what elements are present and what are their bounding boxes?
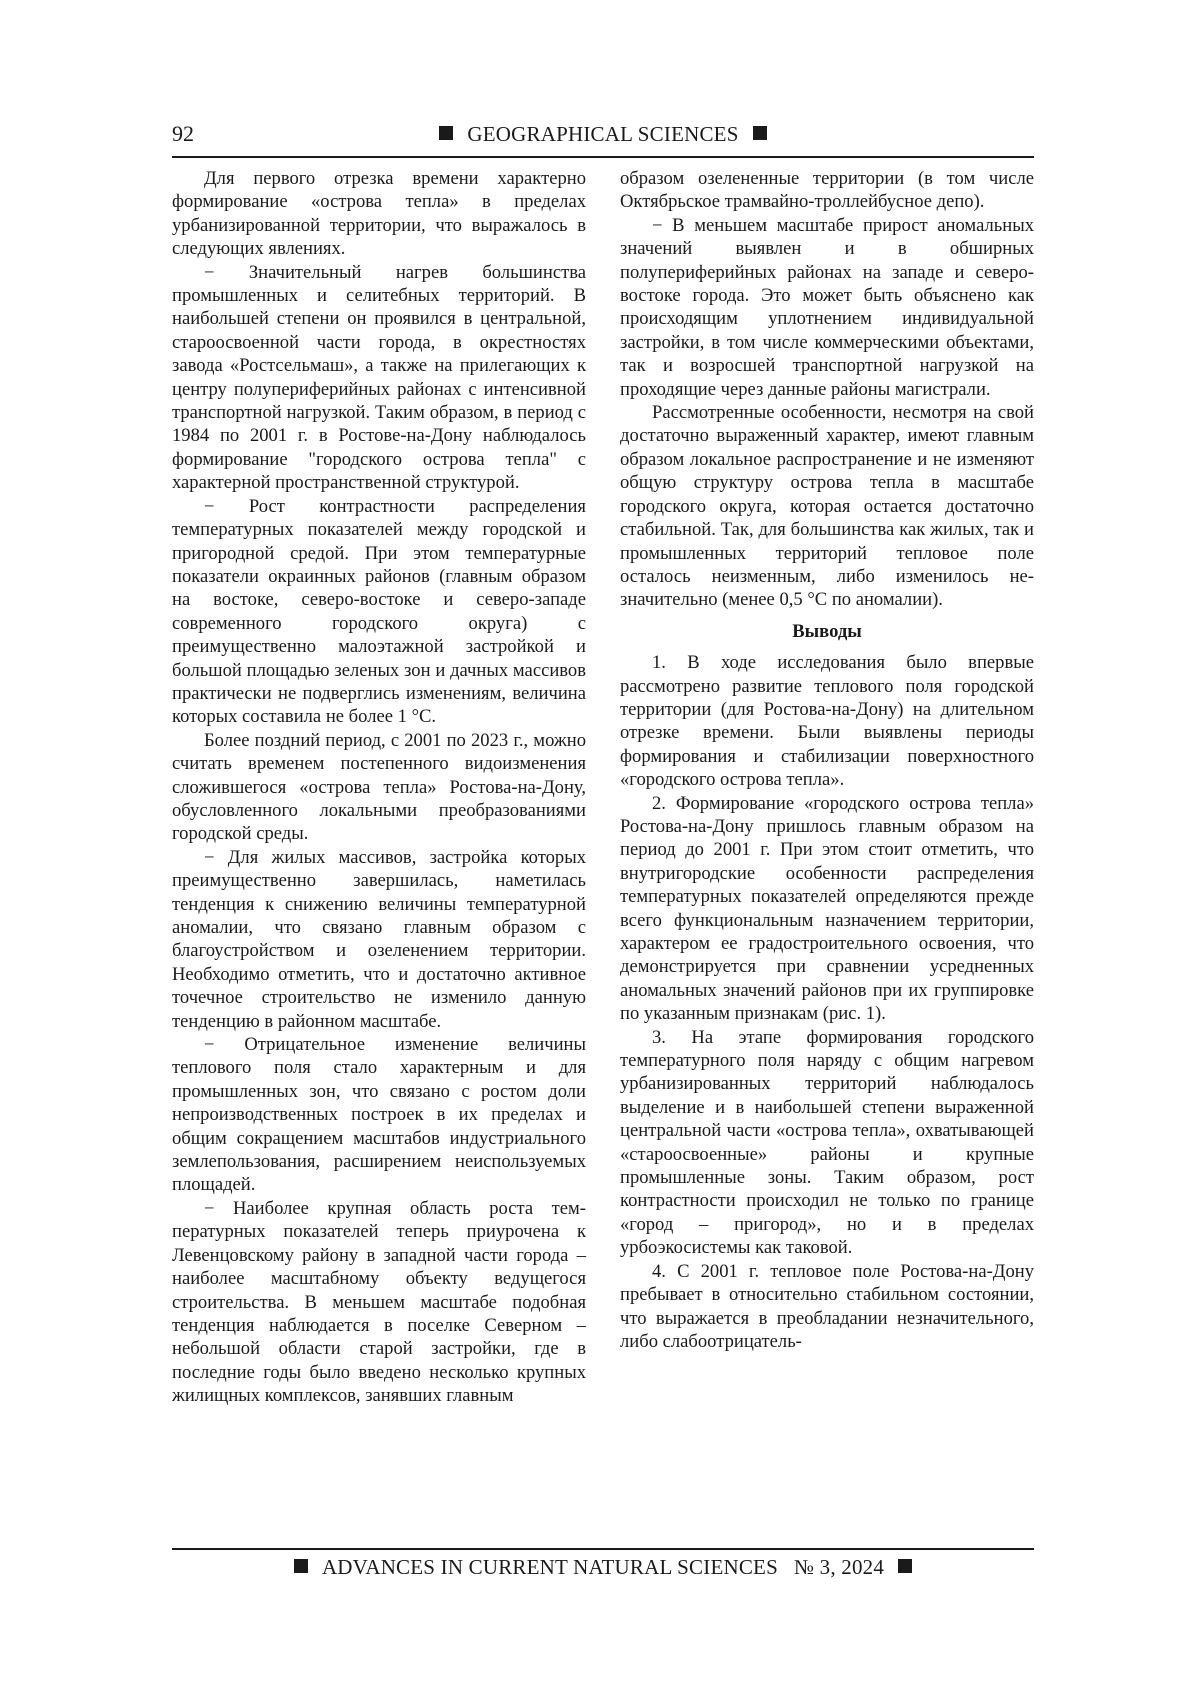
running-footer — [172, 1553, 1034, 1581]
square-bullet-icon — [439, 126, 453, 140]
left-column — [172, 167, 586, 1408]
list-item: − Наиболее крупная область роста температурных показателей теперь приурочена к Левенцовскому району в западной части города – наиболее масштабному объекту ведущегося строительства. В меньшем масштабе подобная тенденция наблюдается в поселке Северном – небольшой области старой застройки, где в последние годы было введено несколько крупных жилищных комплексов, занявших главным — [172, 1197, 586, 1407]
list-item: − Рост контрастности распределения температурных показателей между городской и пригородной средой. При этом температурные показатели окраинных районов (главным образом на востоке, северо-востоке и северо-западе современного городского округа) с преимущественно малоэтажной застройкой и большой площадью зеленых зон и дачных массивов практически не подверглись изменениям, величина которых составила не более 1 °С. — [172, 495, 586, 728]
list-item: − Значительный нагрев большинства промышленных и селитебных территорий. В наибольшей степени он проявился в центральной, староосвоенной части города, в окрестностях завода «Ростсельмаш», а также на прилегающих к центру полупериферийных районах с интенсивной транспортной нагрузкой. Таким образом, в период с 1984 по 2001 г. в Ростове-на-Дону наблюдалось формирование "городского острова тепла" с характерной пространственной структурой. — [172, 261, 586, 494]
issue-number: № 3, 2024 — [793, 1555, 885, 1579]
square-bullet-icon — [294, 1559, 308, 1573]
journal-name: ADVANCES IN CURRENT NATURAL SCIENCES — [321, 1555, 778, 1579]
conclusion-item: 2. Формирование «городского острова тепла» Ростова-на-Дону пришлось главным образом на период до 2001 г. При этом стоит отметить, что внутригородские особенности распределения температурных показателей определяются прежде всего функциональным назначением территории, характером ее градостроительного освоения, что демонстрируется при сравнении усредненных аномальных значений районов при их группировке по указанным признакам (рис. 1). — [620, 792, 1034, 1025]
paragraph: Рассмотренные особенности, несмотря на свой достаточно выраженный характер, имеют главным образом локальное распространение и не изменяют общую структуру острова тепла в масштабе городского округа, которая остается достаточно стабильной. Так, для большинства как жилых, так и промышленных территорий тепловое поле осталось неизменным, либо изменилось незначительно (менее 0,5 °С по аномалии). — [620, 402, 1034, 611]
section-heading: Выводы — [792, 620, 862, 642]
section-title-text: GEOGRAPHICAL SCIENCES — [467, 122, 739, 146]
page-number: 92 — [172, 121, 194, 146]
paragraph: образом озелененные территории (в том числе Октябрьское трамвайно-троллейбусное депо). — [620, 168, 1034, 213]
square-bullet-icon — [898, 1559, 912, 1573]
paragraph: Для первого отрезка времени характерно формирование «острова тепла» в пределах урбанизированной территории, что выражалось в следующих явлениях. — [172, 168, 586, 260]
conclusion-item: 1. В ходе исследования было впервые рассмотрено развитие теплового поля городской территории (для Ростова-на-Дону) на длительном отрезке времени. Были выявлены периоды формирования и стабилизации поверхностного «городского острова тепла». — [620, 652, 1034, 791]
list-item: − В меньшем масштабе прирост аномальных значений выявлен и в обширных полупериферийных районах на западе и северо-востоке города. Это может быть объяснено как происходящим уплотнением индивидуальной застройки, в том числе коммерческими объектами, так и возросшей транспортной нагрузкой на проходящие через данные районы магистрали. — [620, 214, 1034, 400]
right-column — [620, 167, 1034, 1353]
header-rule — [172, 156, 1034, 158]
list-item: − Отрицательное изменение величины теплового поля стало характерным и для промышленных зон, что связано с ростом доли непроизводственных построек в их пределах и общим сокращением масштабов индустриального землепользования, расширением неиспользуемых площадей. — [172, 1034, 586, 1196]
conclusion-item: 4. С 2001 г. тепловое поле Ростова-на-Дону пребывает в относительно стабильном состоянии, что выражается в преобладании незначительного, либо слабоотрицатель- — [620, 1260, 1034, 1352]
section-title — [172, 120, 1034, 148]
list-item: − Для жилых массивов, застройка которых преимущественно завершилась, наметилась тенденция к снижению величины температурной аномалии, что связано главным образом с благоустройством и озеленением территории. Необходимо отметить, что и достаточно активное точечное строительство не изменило данную тенденцию в районном масштабе. — [172, 846, 586, 1032]
paragraph: Более поздний период, с 2001 по 2023 г., можно считать временем постепенного видоизменения сложившегося «острова тепла» Ростова-на-Дону, обусловленного локальными преобразованиями городской среды. — [172, 729, 586, 845]
conclusion-item: 3. На этапе формирования городского температурного поля наряду с общим нагревом урбанизированных территорий наблюдалось выделение и в наибольшей степени выраженной центральной части «острова тепла», охватывающей «староосвоенные» районы и крупные промышленные зоны. Таким образом, рост контрастности происходил не только по границе «город – пригород», но и в пределах урбоэкосистемы как таковой. — [620, 1026, 1034, 1259]
square-bullet-icon — [753, 126, 767, 140]
footer-rule — [172, 1548, 1034, 1550]
running-header — [172, 120, 1034, 154]
